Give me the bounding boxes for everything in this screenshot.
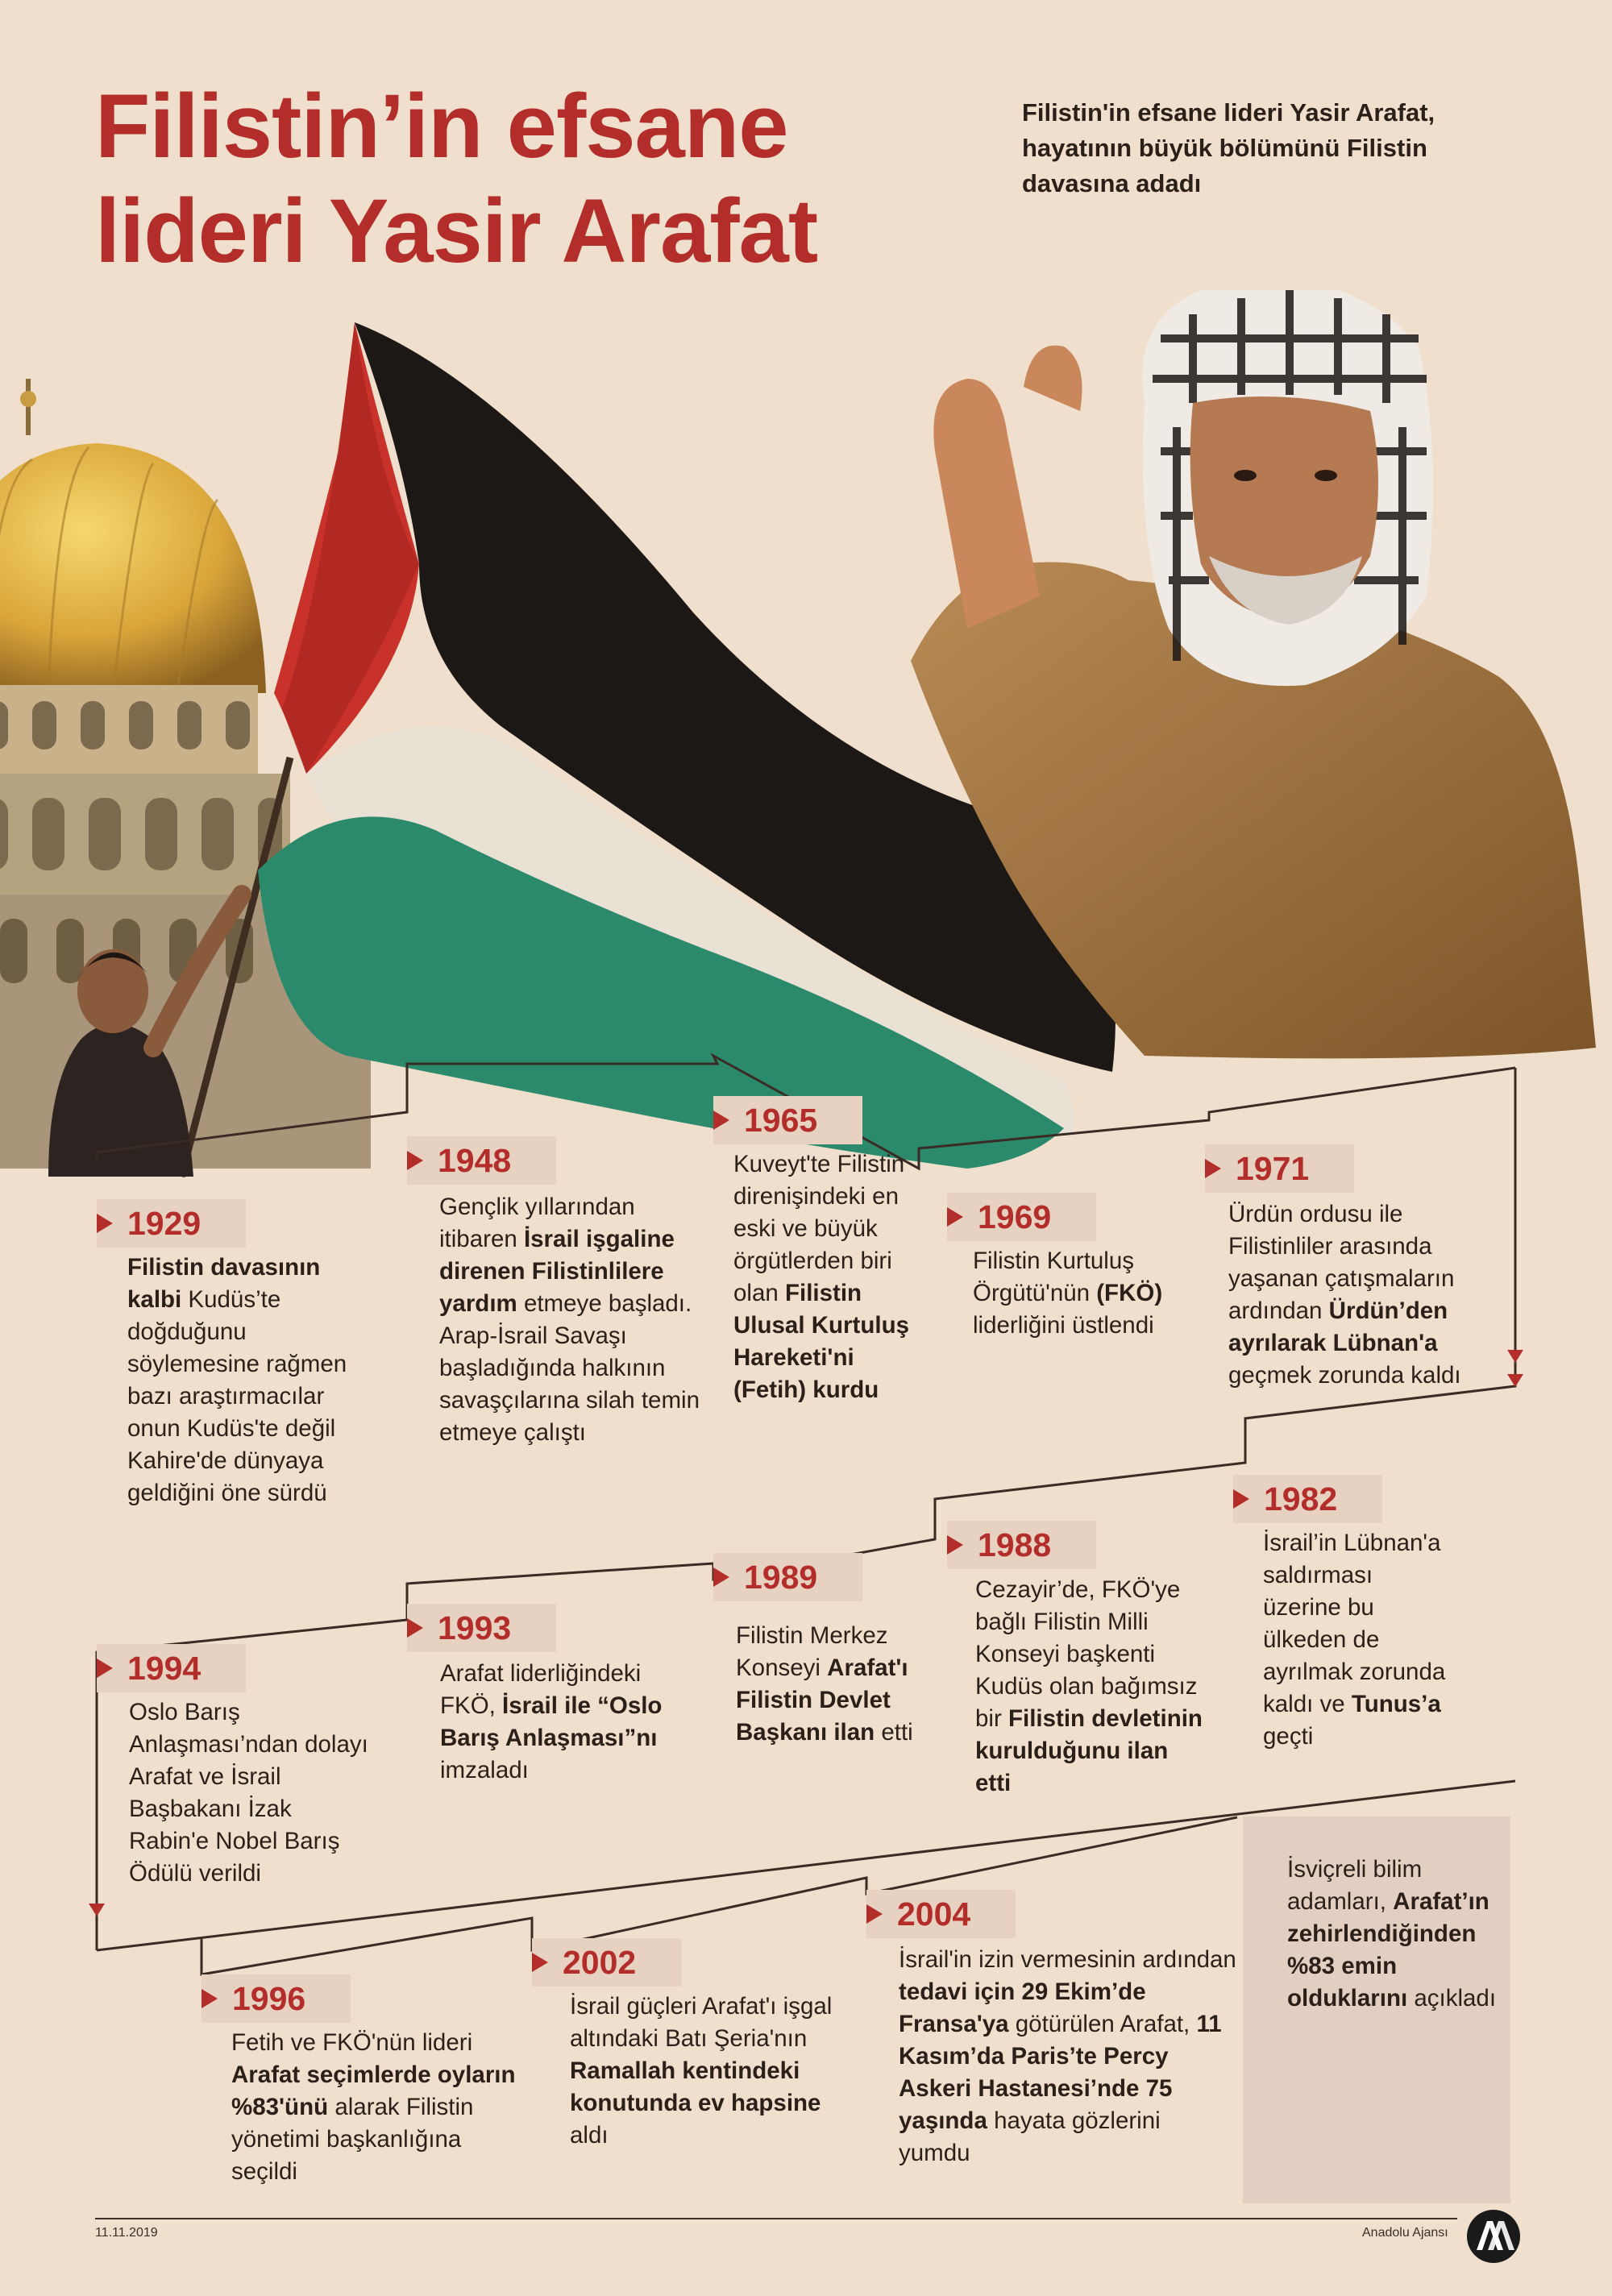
event-text-bold: (FKÖ) — [1096, 1280, 1163, 1306]
year-label-1993: 1993 — [407, 1604, 556, 1652]
event-text-normal: İsviçreli bilim adamları, — [1287, 1856, 1423, 1915]
event-text-normal: Kuveyt'te Filistin direnişindeki en eski ve büyük örgütlerden biri olan — [733, 1151, 905, 1306]
event-text-bold: tedavi için 29 Ekim’de Fransa'ya — [899, 1978, 1146, 2037]
event-text-bold: Filistin Ulusal Kurtuluş Hareketi'ni (Fetih) kurdu — [733, 1280, 909, 1403]
event-text-normal: imzaladı — [440, 1757, 529, 1783]
year-label-1929: 1929 — [97, 1199, 246, 1248]
year-label-1994: 1994 — [97, 1644, 246, 1692]
event-text-normal: aldı — [570, 2122, 609, 2149]
year-label-1971: 1971 — [1205, 1144, 1354, 1193]
event-text-normal: açıkladı — [1407, 1985, 1497, 2012]
year-label-1989: 1989 — [713, 1553, 862, 1601]
title-line-2: lideri Yasir Arafat — [95, 181, 818, 281]
event-text-normal: Fetih ve FKÖ'nün lideri — [231, 2029, 473, 2056]
event-text-normal: İsrail’in Lübnan'a saldırması üzerine bu ülkeden de ayrılmak zorunda kaldı ve — [1263, 1530, 1446, 1717]
event-text-normal: hayata gözlerini yumdu — [899, 2107, 1161, 2166]
year-label-2002: 2002 — [532, 1938, 681, 1987]
footer-source: Anadolu Ajansı — [1362, 2226, 1448, 2240]
event-text-bold: Filistin davasının kalbi — [127, 1254, 321, 1313]
event-text-bold: İsrail ile “Oslo Barış Anlaşması”nı — [440, 1692, 663, 1751]
page-subtitle: Filistin'in efsane lideri Yasir Arafat, hayatının büyük bölümünü Filistin davasına adadı — [1022, 98, 1435, 197]
event-text-bold: Ürdün’den ayrılarak Lübnan'a — [1228, 1297, 1448, 1356]
event-text-normal: Arafat liderliğindeki FKÖ, — [440, 1660, 642, 1719]
year-label-1965: 1965 — [713, 1096, 862, 1144]
event-text-normal: Ürdün ordusu ile Filistinliler arasında yaşanan çatışmaların ardından — [1228, 1201, 1455, 1324]
event-text-bold: Arafat seçimlerde oyların %83'ünü — [231, 2061, 516, 2120]
event-text-normal: Filistin Kurtuluş Örgütü'nün — [973, 1248, 1135, 1306]
event-text-bold: Filistin devletinin kurulduğunu ilan etti — [975, 1705, 1203, 1796]
year-label-1996: 1996 — [202, 1974, 351, 2023]
event-text-bold: Ramallah kentindeki konutunda ev hapsine — [570, 2057, 821, 2116]
event-text-bold: 11 Kasım’da Paris’te Percy Askeri Hastanesi’nde 75 yaşında — [899, 2011, 1222, 2134]
event-text-normal: İsrail güçleri Arafat'ı işgal altındaki Batı Şeria'nın — [570, 1993, 833, 2052]
year-label-1982: 1982 — [1233, 1475, 1382, 1523]
year-label-2004: 2004 — [866, 1890, 1016, 1938]
footer-date: 11.11.2019 — [95, 2226, 158, 2240]
event-text-normal: liderliğini üstlendi — [973, 1312, 1154, 1339]
anadolu-agency-logo-icon — [1465, 2208, 1522, 2265]
event-text-bold: Arafat’ın zehirlendiğinden %83 emin olduklarını — [1287, 1888, 1489, 2012]
year-label-1969: 1969 — [947, 1193, 1096, 1241]
event-text-normal: etmeye başladı. Arap-İsrail Savaşı başladığında halkının savaşçılarına silah temin etmeye çalıştı — [439, 1290, 700, 1446]
year-label-1948: 1948 — [407, 1136, 556, 1185]
event-text-bold: Arafat'ı Filistin Devlet Başkanı ilan — [736, 1655, 908, 1746]
event-text-normal: İsrail'in izin vermesinin ardından — [899, 1946, 1236, 1973]
event-text-normal: götürülen Arafat, — [1008, 2011, 1197, 2037]
event-text-normal: Filistin Merkez Konseyi — [736, 1622, 888, 1681]
event-text-normal: Kudüs’te doğduğunu söylemesine rağmen bazı araştırmacılar onun Kudüs'te değil Kahire'de dünyaya geldiğini öne sürdü — [127, 1286, 347, 1506]
event-text-bold: İsrail işgaline direnen Filistinlilere yardım — [439, 1226, 675, 1317]
event-text-normal: Cezayir’de, FKÖ'ye bağlı Filistin Milli Konseyi başkenti Kudüs olan bağımsız bir — [975, 1576, 1198, 1732]
event-text-normal: alarak Filistin yönetimi başkanlığına seçildi — [231, 2094, 474, 2185]
title-line-1: Filistin’in efsane — [95, 76, 788, 176]
event-text-normal: geçti — [1263, 1723, 1314, 1750]
event-text-normal: geçmek zorunda kaldı — [1228, 1362, 1461, 1389]
event-text-normal: etti — [875, 1719, 913, 1746]
event-text-normal: Gençlik yıllarından itibaren — [439, 1194, 635, 1252]
event-text-normal: Oslo Barış Anlaşması’ndan dolayı Arafat ve İsrail Başbakanı İzak Rabin'e Nobel Barış Ödülü verildi — [129, 1699, 368, 1887]
event-text-bold: Tunus’a — [1351, 1691, 1441, 1717]
year-label-1988: 1988 — [947, 1521, 1096, 1569]
